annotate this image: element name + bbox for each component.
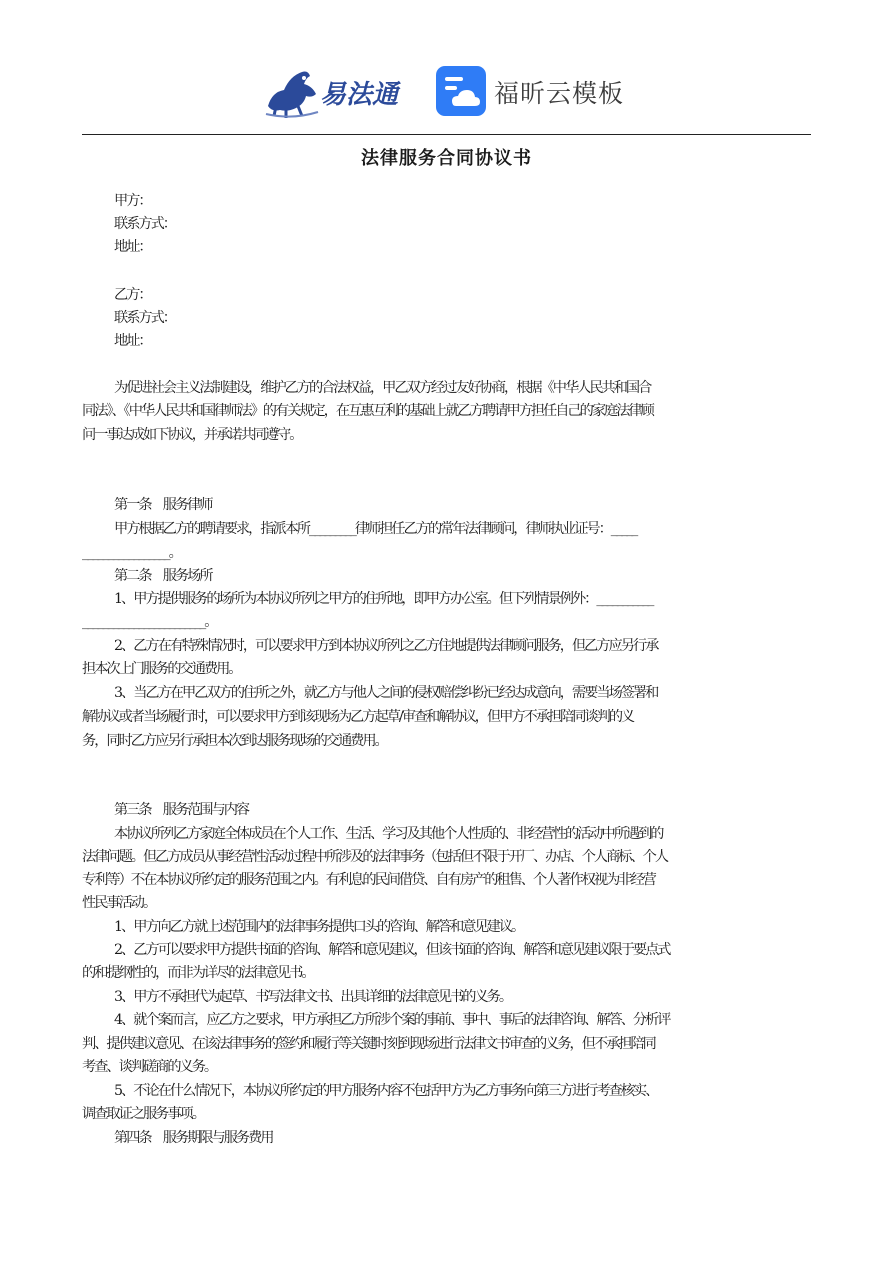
preamble-line: 同法》、《中华人民共和国律师法》的有关规定，在互惠互利的基础上就乙方聘请甲方担任自己的家庭法律顾 — [82, 403, 653, 419]
article-1-heading: 第一条 服务律师 — [114, 497, 212, 513]
party-b-label: 乙方： — [114, 287, 151, 303]
article-4-heading: 第四条 服务期限与服务费用 — [114, 1130, 273, 1146]
fuxin-logo — [436, 64, 636, 118]
yifatong-logo — [262, 62, 412, 120]
article-3-line: 1、甲方向乙方就上述范围内的法律事务提供口头的咨询、解答和意见建议。 — [114, 919, 524, 935]
party-a-label: 甲方： — [114, 193, 151, 209]
article-3-line: 专利等）不在本协议所约定的服务范围之内。有利息的民间借贷、自有房产的租售、个人著作权视为非经营 — [82, 872, 655, 888]
article-2-line: 解协议或者当场履行时，可以要求甲方到该现场为乙方起草/审查和解协议，但甲方不承担陪同谈判的义 — [82, 709, 634, 725]
article-3-line: 4、就个案而言，应乙方之要求，甲方承担乙方所涉个案的事前、事中、事后的法律咨询、解答、分析评 — [114, 1012, 670, 1028]
article-3-line: 3、甲方不承担代为起草、书写法律文书、出具详细的法律意见书的义务。 — [114, 989, 512, 1005]
article-2-line: 务，同时乙方应另行承担本次到达服务现场的交通费用。 — [82, 733, 387, 749]
fuxin-logo-text: 福昕云模板 — [494, 79, 625, 108]
party-a-contact: 联系方式： — [114, 216, 175, 232]
yifatong-logo-text: 易法通 — [320, 80, 399, 110]
party-b-address: 地址： — [114, 333, 151, 349]
article-3-line: 的和提纲性的，而非为详尽的法律意见书。 — [82, 965, 314, 981]
document-title: 法律服务合同协议书 — [361, 148, 532, 169]
article-2-line: 担本次上门服务的交通费用。 — [82, 661, 241, 677]
article-3-line: 调查取证之服务事项。 — [82, 1106, 204, 1122]
article-2-heading: 第二条 服务场所 — [114, 568, 212, 584]
preamble-line: 问一事达成如下协议，并承诺共同遵守。 — [82, 427, 302, 443]
article-2-line: 1、甲方提供服务的场所为本协议所列之甲方的住所地，即甲方办公室。但下列情景例外：___________ — [114, 591, 653, 607]
article-3-line: 5、不论在什么情况下，本协议所约定的甲方服务内容不包括甲方为乙方事务向第三方进行考查核实、 — [114, 1083, 658, 1099]
article-2-line: 2、乙方在有特殊情况时，可以要求甲方到本协议所列之乙方住地提供法律顾问服务，但乙方应另行承 — [114, 638, 658, 654]
party-a-address: 地址： — [114, 239, 151, 255]
preamble-line: 为促进社会主义法制建设，维护乙方的合法权益，甲乙双方经过友好协商，根据《中华人民共和国合 — [114, 380, 651, 396]
article-3-line: 2、乙方可以要求甲方提供书面的咨询、解答和意见建议，但该书面的咨询、解答和意见建议限于要点式 — [114, 942, 670, 958]
article-2-line: ________________________。 — [82, 614, 217, 630]
article-3-line: 考查、谈判磋商的义务。 — [82, 1059, 217, 1075]
article-3-line: 性民事活动。 — [82, 895, 156, 911]
article-2-line: 3、当乙方在甲乙双方的住所之外，就乙方与他人之间的侵权赔偿纠纷已经达成意向，需要当场签署和 — [114, 685, 658, 701]
article-3-line: 本协议所列乙方家庭全体成员在个人工作、生活、学习及其他个人性质的、非经营性的活动中所遇到的 — [114, 826, 663, 842]
fuxin-cloud-icon — [436, 66, 486, 116]
header-divider — [82, 134, 811, 135]
qilin-mascot-icon — [262, 62, 322, 120]
article-3-line: 法律问题。但乙方成员从事经营性活动过程中所涉及的法律事务（包括但不限于开厂、办店、个人商标、个人 — [82, 849, 668, 865]
article-3-line: 判、提供建议意见、在该法律事务的签约和履行等关键时刻到现场进行法律文书审查的义务，但不承担陪同 — [82, 1036, 655, 1052]
article-1-line: _________________。 — [82, 545, 181, 561]
header — [0, 58, 893, 124]
article-3-heading: 第三条 服务范围与内容 — [114, 802, 249, 818]
article-1-line: 甲方根据乙方的聘请要求，指派本所_________律师担任乙方的常年法律顾问，律师执业证号：_____ — [114, 521, 637, 537]
party-b-contact: 联系方式： — [114, 310, 175, 326]
